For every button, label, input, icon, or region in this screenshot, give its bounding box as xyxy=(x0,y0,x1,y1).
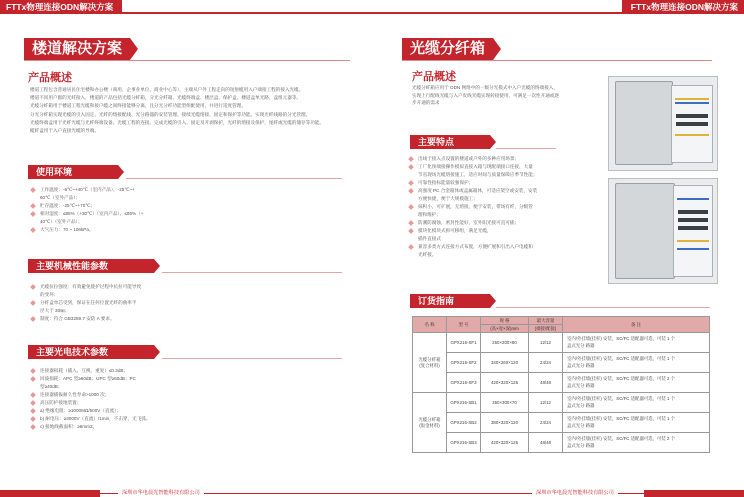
overview-paragraph: 楼道工程包含普通居民住宅楼和办公楼（商用、企事业单位、商业中心等），主端从户外工程走向的短射缆用入户端接工程的接入光缆。 xyxy=(30,87,304,92)
note-line: 室内/外挂墙(挂杆) 安装，SC/FC 适配器可选，可装 1 个 xyxy=(567,356,676,362)
header-tab xyxy=(622,0,744,14)
list-item: 光纤接。 xyxy=(418,252,437,257)
features-list xyxy=(408,155,568,259)
table-row xyxy=(413,433,710,453)
product-photo-splitter-box xyxy=(608,178,718,284)
list-item: 的变坏； xyxy=(40,292,59,297)
capacity-cell: 12/12 xyxy=(529,333,563,353)
adapter-module xyxy=(678,210,708,214)
env-heading: 使用环境 xyxy=(28,165,118,179)
title-underline xyxy=(24,60,350,61)
list-item: 工厂化预端接操作模拟直接入箱与现配端接口连接，大量 xyxy=(408,163,568,171)
capacity-cell: 48/48 xyxy=(529,373,563,393)
footer-bar xyxy=(0,490,100,497)
mech-heading: 主要机械性能参数 xyxy=(28,259,154,273)
note-cell xyxy=(563,393,710,413)
group-name: 光缆分纤箱 xyxy=(418,416,441,422)
capacity-cell: 24/24 xyxy=(529,353,563,373)
page-title: 光缆分纤箱 xyxy=(402,38,493,60)
list-item: 光缆抗拉强度：有效避免使护过程中抗拉可能导致 xyxy=(30,283,180,291)
model-cell: GPX216-SF3 xyxy=(447,373,481,393)
order-heading: 订货指南 xyxy=(410,294,490,308)
table-row xyxy=(413,333,710,353)
fiber-bundle xyxy=(677,240,709,242)
list-item: 型≥40dB； xyxy=(40,384,63,389)
size-cell: 340×260×120 xyxy=(481,353,529,373)
table-row xyxy=(413,373,710,393)
note-line: 盒式光分 路器 xyxy=(567,342,595,348)
order-table xyxy=(412,316,710,453)
overview-heading: 产品概述 xyxy=(28,72,72,84)
list-item: 60℃（室外产品）； xyxy=(40,195,81,200)
size-cell: 420×320×125 xyxy=(481,433,529,453)
group-name-cell xyxy=(413,333,447,393)
header-label: FTTx物理连接ODN解决方案 xyxy=(630,2,738,12)
group-name-cell xyxy=(413,393,447,453)
optic-heading: 主要光电技术参数 xyxy=(28,345,154,359)
col-spec-unit: (高×宽×深)mm xyxy=(481,325,529,333)
features-rule xyxy=(496,148,556,149)
optic-list xyxy=(30,367,180,431)
overview-text xyxy=(412,84,562,107)
fiber-bundle xyxy=(677,248,709,250)
optic-rule xyxy=(162,358,342,359)
note-line: 盒式光分 路器 xyxy=(567,442,595,448)
overview-text xyxy=(30,86,342,135)
title-underline xyxy=(402,60,712,61)
list-item: 分纤盒单芯受到，保证在任何位置光纤的曲率半 xyxy=(30,299,180,307)
group-name: 光缆分纤箱 xyxy=(418,356,441,362)
model-cell: GPX216-SB1 xyxy=(447,393,481,413)
table-header-row xyxy=(413,317,710,325)
note-cell xyxy=(563,373,710,393)
box-interior xyxy=(671,85,713,163)
model-cell: GPX216-SF1 xyxy=(447,333,481,353)
mech-rule xyxy=(162,272,342,273)
list-item: 出线于接入点设置的楼道或户外的多种应用场景； xyxy=(408,155,568,163)
note-line: 室内/外挂墙(挂杆) 安装，SC/FC 适配器可选，可装 1 个 xyxy=(567,396,676,402)
note-cell xyxy=(563,333,710,353)
overview-heading: 产品概述 xyxy=(412,71,456,83)
adapter-module xyxy=(678,226,708,230)
product-photo-open-box xyxy=(608,76,718,171)
note-line: 室内/外挂墙(挂杆) 安装，SC/FC 适配器可选，可装 2 个 xyxy=(567,376,676,382)
list-item: 理和维护； xyxy=(418,212,441,217)
list-item: 40℃）（室外产品）； xyxy=(40,219,83,224)
col-model: 型 号 xyxy=(447,317,481,333)
col-capacity-unit: (端接/配接) xyxy=(529,325,563,333)
table-row xyxy=(413,353,710,373)
list-item: 高强度 PC 合金箱体或盒属箱体，可适应架空或安装，安装 xyxy=(408,187,568,195)
right-page xyxy=(372,0,744,497)
list-item: 防潮防腐蚀，密封性能好，室外阳光接可直可插； xyxy=(408,219,568,227)
list-item: 大气压力：70 ~ 106kPa。 xyxy=(30,226,180,234)
col-name: 名 称 xyxy=(413,317,447,333)
list-item: 回波损耗：APC 型≥60dB；UPC 型≥50dB；PC xyxy=(30,375,180,383)
features-heading: 主要特点 xyxy=(410,135,490,149)
list-item: 兼容多类方式连接方式布置，方便扩展和引出入户电缆和 xyxy=(408,243,568,251)
footer-company: 深圳市华电晨光智能科技有限公司 xyxy=(532,489,618,496)
fiber-bundle xyxy=(675,134,709,136)
list-item: 可靠性指标能量较强保护； xyxy=(408,179,568,187)
note-line: 盒式光分 路器 xyxy=(567,362,595,368)
note-cell xyxy=(563,413,710,433)
note-line: 室内/外挂墙(挂杆) 安装，SC/FC 适配器可选，可装 1 个 xyxy=(567,336,676,342)
list-item: 节省现场光缆熔接施工，适应时间与质量保障应季节性能； xyxy=(418,172,538,177)
adapter-module xyxy=(676,114,708,118)
list-item: 插件直接式 xyxy=(418,236,441,241)
note-line: 盒式光分 路器 xyxy=(567,422,595,428)
capacity-cell: 48/48 xyxy=(529,433,563,453)
overview-paragraph: 光缆分纤箱应用于 ODN 网络中的一级分光模式中入户光缆的终端接入，实现上行配线光缆与入户皮线光缆实现转接使用，可满足一次性开通或逐步开通的需求 xyxy=(412,85,560,106)
col-spec: 规 格 xyxy=(481,317,529,325)
list-item: 相对湿度：≤85%（+30℃）（室内产品）、≤95%（+ xyxy=(30,210,180,218)
list-item: 径大于 30㎜； xyxy=(40,308,70,313)
box-interior xyxy=(673,185,713,277)
size-cell: 380×320×120 xyxy=(481,413,529,433)
col-note: 备 注 xyxy=(563,317,710,333)
note-line: 室内/外挂墙(挂杆) 安装，SC/FC 适配器可选，可装 1 个 xyxy=(567,416,676,422)
size-cell: 260×200×80 xyxy=(481,333,529,353)
note-line: 室内/外挂墙(挂杆) 安装，SC/FC 适配器可选，可装 2 个 xyxy=(567,436,676,442)
overview-paragraph: 楼道不同用户群的光纤接入，楼道的产品包括光缆分纤箱，分光分纤箱、光缆终端盒、楼层盒、保护盒、楼道盒单光路、盒组元器等。 xyxy=(30,95,302,101)
mech-list xyxy=(30,283,180,323)
box-lid xyxy=(615,183,675,279)
list-item: 工作温度：-5℃~+40℃（室内产品）、-25℃~+ xyxy=(30,186,180,194)
footer-company: 深圳市华电晨光智能科技有限公司 xyxy=(118,489,204,496)
group-name: (复合材料) xyxy=(419,362,440,368)
col-capacity: 最大容量 xyxy=(529,317,563,325)
list-item: 贮存温度：-25℃~+70℃； xyxy=(30,202,180,210)
overview-paragraph: 分光分纤箱实现光缆的引入固定、光纤的熔接配线、光分路器的安装管理、接续光缆熔接、固定和保护等功能。实现光纤线路的分光管理。 xyxy=(30,111,311,117)
list-item: 连接器插拔耐久性寿命>1000 次； xyxy=(30,391,180,399)
box-lid xyxy=(615,81,673,165)
env-list xyxy=(30,186,180,234)
env-rule xyxy=(126,178,342,179)
overview-paragraph: 缆纤盒用于入户直接光缆的导端。 xyxy=(30,127,99,133)
fiber-bundle xyxy=(675,98,709,100)
adapter-module xyxy=(678,218,708,222)
group-name: (钣金材料) xyxy=(419,422,440,428)
list-item: 连接器损耗（插入、互换、重复）≤0.3dB； xyxy=(30,367,180,375)
list-item: 模块化模块式拆可移组，满足光缆， xyxy=(408,227,568,235)
size-cell: 420×320×125 xyxy=(481,373,529,393)
list-item: 抹积小，可扩展，无熔接，便于安装，带场有纤，分级管 xyxy=(408,203,568,211)
list-item: 高压防护接地装置； xyxy=(30,399,180,407)
model-cell: GPX216-SB2 xyxy=(447,413,481,433)
size-cell: 350×300×70 xyxy=(481,393,529,413)
note-line: 盒式光分 路器 xyxy=(567,402,595,408)
note-cell xyxy=(563,353,710,373)
list-item: 制度：符合 GB3259.7 安防 A 要求。 xyxy=(30,315,180,323)
list-item: 方便快捷，便于大规模施工； xyxy=(418,196,478,201)
capacity-cell: 12/12 xyxy=(529,393,563,413)
capacity-cell: 24/24 xyxy=(529,413,563,433)
fiber-bundle xyxy=(677,198,709,200)
table-row xyxy=(413,393,710,413)
list-item: a) 绝缘电阻：≥1000MΩ/500V（直流）； xyxy=(30,407,180,415)
model-cell: GPX216-SF2 xyxy=(447,353,481,373)
footer-bar xyxy=(644,490,744,497)
adapter-module xyxy=(676,122,708,126)
list-item: c) 接地线截面积：≥6mm2。 xyxy=(30,423,180,431)
page-title: 楼道解决方案 xyxy=(24,38,130,60)
overview-paragraph: 光缆分纤箱用于楼道工程光缆和接户缆之间终接能够分离，且分光分纤功能型组配使用，并进行适度管理。 xyxy=(30,103,246,109)
note-line: 盒式光分 路器 xyxy=(567,382,595,388)
header-tab xyxy=(0,0,122,14)
note-cell xyxy=(563,433,710,453)
header-label: FTTx物理连接ODN解决方案 xyxy=(6,2,114,12)
order-rule xyxy=(496,307,710,308)
table-row xyxy=(413,413,710,433)
overview-paragraph: 光缆终端盒用于光纤光缆与光纤终端设备、光缆工程的连接。完成光缆的引入、固定及开剥保护，光纤的熔接及保护，尾纤或光缆的储存等功能。 xyxy=(30,119,325,125)
model-cell: GPX216-SB3 xyxy=(447,433,481,453)
list-item: b) 耐电压：≥3000V（直流）/1min，不击穿，无飞弧。 xyxy=(30,415,180,423)
fiber-bundle xyxy=(675,102,709,104)
